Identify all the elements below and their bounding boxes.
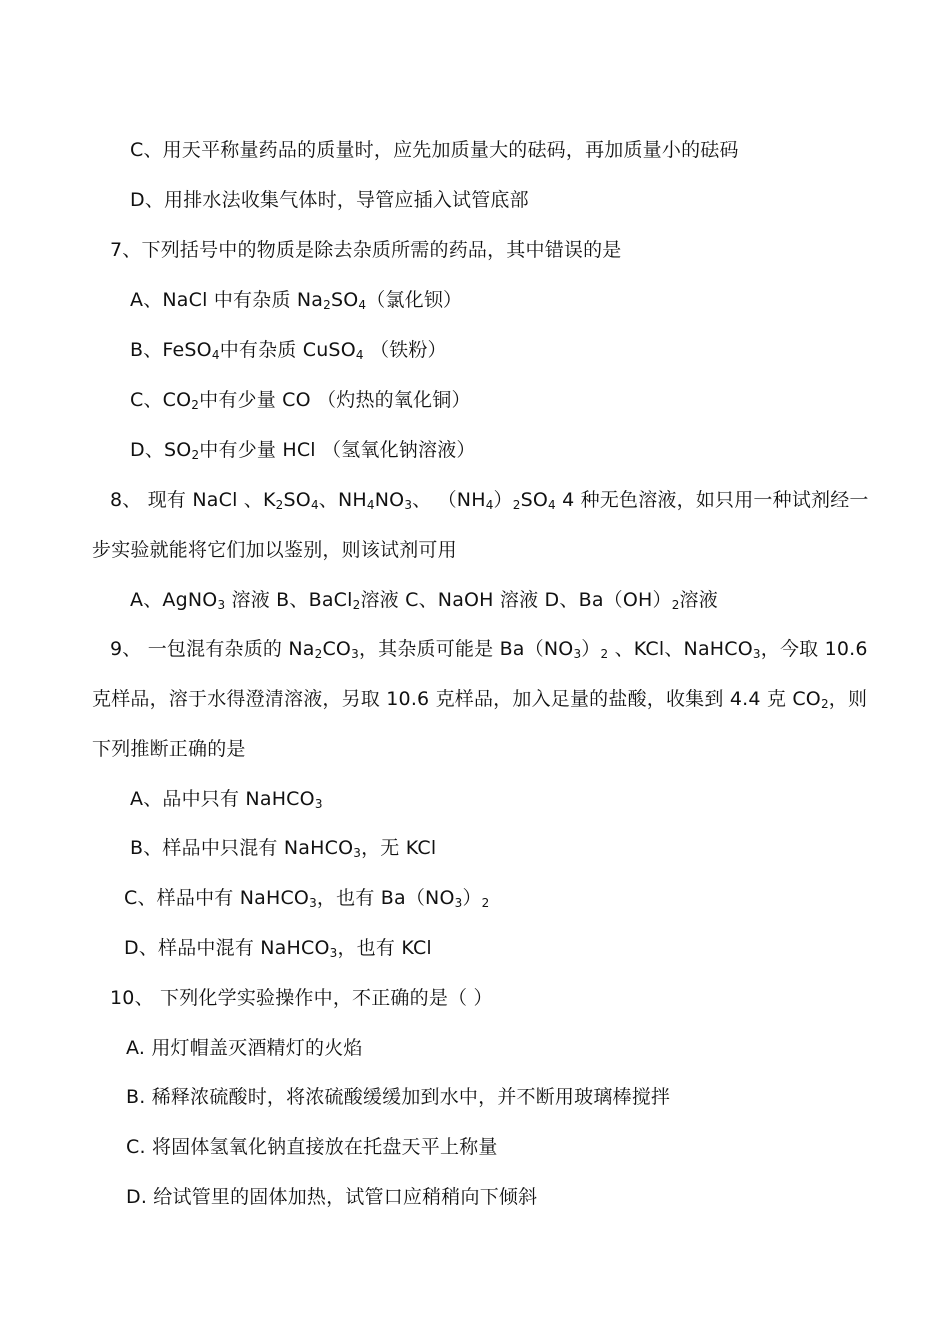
q10-stem: 10、 下列化学实验操作中，不正确的是（ ） xyxy=(110,987,493,1009)
q9-stem-line2: 克样品，溶于水得澄清溶液，另取 10.6 克样品，加入足量的盐酸，收集到 4.4 克 $CO_2$，则 xyxy=(92,688,868,711)
q7-option-d: D、$SO_2$中有少量 HCl （氢氧化钠溶液） xyxy=(130,439,476,462)
q9-option-a: A、品中只有 NaHCO$_3$ xyxy=(130,788,323,811)
q6-option-c: C、用天平称量药品的质量时，应先加质量大的砝码，再加质量小的砝码 xyxy=(130,139,739,161)
q10-option-c: C. 将固体氢氧化钠直接放在托盘天平上称量 xyxy=(126,1136,498,1158)
q8-options: A、AgNO$_3$ 溶液 B、BaCl$_2$溶液 C、NaOH 溶液 D、$Ba(OH)_2$溶液 xyxy=(130,589,718,612)
q10-option-b: B. 稀释浓硫酸时，将浓硫酸缓缓加到水中，并不断用玻璃棒搅拌 xyxy=(126,1086,671,1108)
q7-option-a: A、NaCl 中有杂质 $Na_2SO_4$（氯化钡） xyxy=(130,289,463,312)
q9-stem-line1: 9、 一包混有杂质的 $Na_2CO_3$，其杂质可能是 $Ba(NO_3)_2$ 、KCl、NaHCO$_3$，今取 10.6 xyxy=(110,638,868,661)
q10-option-a: A. 用灯帽盖灭酒精灯的火焰 xyxy=(126,1037,363,1059)
q9-option-c: C、样品中有 NaHCO$_3$，也有 $Ba(NO_3)_2$ xyxy=(124,887,490,910)
q9-stem-line3: 下列推断正确的是 xyxy=(92,738,246,760)
q8-stem-line2: 步实验就能将它们加以鉴别，则该试剂可用 xyxy=(92,539,457,561)
q6-option-d: D、用排水法收集气体时，导管应插入试管底部 xyxy=(130,189,529,211)
q9-option-d: D、样品中混有 NaHCO$_3$，也有 KCl xyxy=(124,937,432,960)
q8-stem-line1: 8、 现有 NaCl 、$K_2SO_4$、$NH_4NO_3$、 $(NH_4)_2SO_4$ 4 种无色溶液，如只用一种试剂经一 xyxy=(110,489,869,512)
q7-stem: 7、下列括号中的物质是除去杂质所需的药品，其中错误的是 xyxy=(110,239,622,261)
q9-option-b: B、样品中只混有 NaHCO$_3$，无 KCl xyxy=(130,837,437,860)
q7-option-b: B、FeSO$_4$中有杂质 CuSO$_4$ （铁粉） xyxy=(130,339,447,362)
q10-option-d: D. 给试管里的固体加热，试管口应稍稍向下倾斜 xyxy=(126,1186,538,1208)
q7-option-c: C、$CO_2$中有少量 CO （灼热的氧化铜） xyxy=(130,389,471,412)
